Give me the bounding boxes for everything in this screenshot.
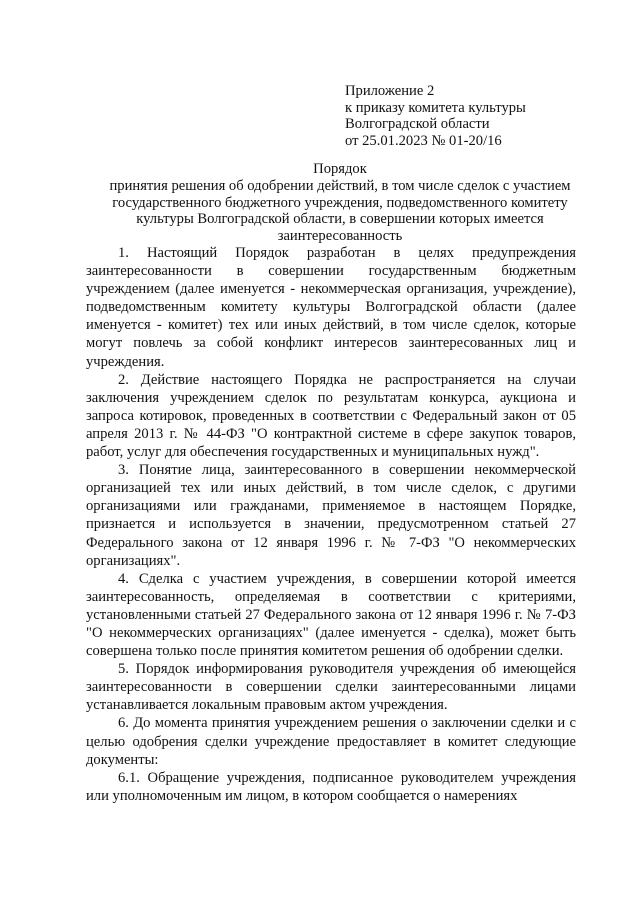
appendix-line-4: от 25.01.2023 № 01-20/16	[345, 132, 502, 149]
document-title	[86, 161, 594, 244]
appendix-line-1: Приложение 2	[345, 83, 435, 99]
paragraph-5: 5. Порядок информирования руководителя учреждения об имеющейся заинтересованности в совершении сделки заинтересованными лицами устанавливается локальным правовым актом учреждения.	[86, 661, 576, 714]
appendix-header	[345, 83, 605, 149]
paragraph-1: 1. Настоящий Порядок разработан в целях предупреждения заинтересованности в совершении государственным бюджетным учреждением (далее именуется - некоммерческая организация, учреждение), подведомственным комитету культуры Волгоградской области (далее именуется - комитет) тех или иных действий, в том числе сделок, которые могут повлечь за собой конфликт интересов заинтересованных лиц и учреждения.	[86, 245, 576, 370]
title-subtitle: принятия решения об одобрении действий, в том числе сделок с участием государственного бюджетного учреждения, подведомственного комитету культуры Волгоградской области, в совершении которых имеется заинтересованность	[109, 178, 571, 244]
paragraph-6: 6. До момента принятия учреждением решения о заключении сделки и с целью одобрения сделки учреждение предоставляет в комитет следующие документы:	[86, 715, 576, 768]
appendix-line-3: Волгоградской области	[345, 116, 490, 133]
paragraph-4: 4. Сделка с участием учреждения, в совершении которой имеется заинтересованность, определяемая в соответствии с критериями, установленными статьей 27 Федерального закона от 12 января 1996 г. № 7-ФЗ "О некоммерческих организациях" (далее именуется - сделка), может быть совершена только после принятия комитетом решения об одобрении сделки.	[86, 570, 576, 660]
appendix-line-2: к приказу комитета культуры	[345, 99, 526, 116]
title-heading: Порядок	[313, 161, 367, 177]
paragraph-3: 3. Понятие лица, заинтересованного в совершении некоммерческой организацией тех или иных действий, в том числе сделок, с другими организациями или гражданами, применяемое в настоящем Порядке, признается и используется в значении, предусмотренном статьей 27 Федерального закона от 12 января 1996 г. № 7-ФЗ "О некоммерческих организациях".	[86, 462, 576, 569]
document-body	[86, 244, 576, 805]
paragraph-2: 2. Действие настоящего Порядка не распространяется на случаи заключения учреждением сделок по результатам конкурса, аукциона и запроса котировок, проведенных в соответствии с Федеральный закон от 05 апреля 2013 г. № 44-ФЗ "О контрактной системе в сфере закупок товаров, работ, услуг для обеспечения государственных и муниципальных нужд".	[86, 371, 576, 461]
paragraph-6-1: 6.1. Обращение учреждения, подписанное руководителем учреждения или уполномоченным им лицом, в котором сообщается о намерениях	[86, 769, 576, 804]
